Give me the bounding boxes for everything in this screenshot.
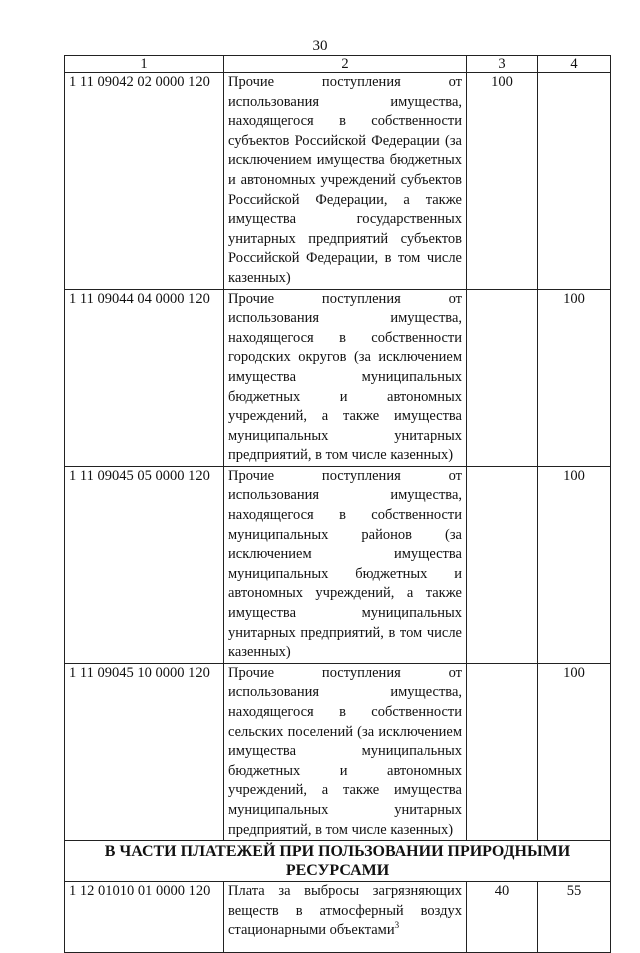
table-row xyxy=(65,882,611,953)
description-text: Плата за выбросы загрязняющих веществ в атмосферный воздух стационарными объектами xyxy=(228,883,462,939)
table-header-row xyxy=(65,56,611,73)
description-cell: Прочие поступления от использования имущества, находящегося в собственности сельских поселений (за исключением имущества муниципальных бюджетных и автономных учреждений, а также имущества муниципальных унитарных предприятий, в том числе казенных) xyxy=(224,663,467,840)
col3-value-cell: 100 xyxy=(467,73,538,290)
description-cell: Прочие поступления от использования имущества, находящегося в собственности городских округов (за исключением имущества муниципальных бюджетных и автономных учреждений, а также имущества муниципальных унитарных предприятий, в том числе казенных) xyxy=(224,289,467,466)
col4-value-cell: 100 xyxy=(538,663,611,840)
col4-value-cell: 100 xyxy=(538,289,611,466)
footnote-marker: 3 xyxy=(394,920,400,931)
column-header-3: 3 xyxy=(467,56,538,73)
budget-code-cell: 1 12 01010 01 0000 120 xyxy=(65,882,224,953)
table-row xyxy=(65,73,611,290)
col4-value-cell: 100 xyxy=(538,466,611,663)
column-header-2: 2 xyxy=(224,56,467,73)
col4-value-cell: 55 xyxy=(538,882,611,953)
page-number: 30 xyxy=(312,38,328,54)
col3-value-cell xyxy=(467,466,538,663)
budget-code-cell: 1 11 09045 10 0000 120 xyxy=(65,663,224,840)
revenue-table xyxy=(64,55,611,953)
section-heading: В ЧАСТИ ПЛАТЕЖЕЙ ПРИ ПОЛЬЗОВАНИИ ПРИРОДНЫМИ РЕСУРСАМИ xyxy=(65,841,611,882)
budget-code-cell: 1 11 09045 05 0000 120 xyxy=(65,466,224,663)
description-cell xyxy=(224,882,467,953)
table-row xyxy=(65,289,611,466)
col3-value-cell: 40 xyxy=(467,882,538,953)
budget-code-cell: 1 11 09042 02 0000 120 xyxy=(65,73,224,290)
col3-value-cell xyxy=(467,663,538,840)
budget-code-cell: 1 11 09044 04 0000 120 xyxy=(65,289,224,466)
col4-value-cell xyxy=(538,73,611,290)
section-heading-row xyxy=(65,841,611,882)
table-row xyxy=(65,663,611,840)
description-cell: Прочие поступления от использования имущества, находящегося в собственности субъектов Российской Федерации (за исключением имущества бюджетных и автономных учреждений субъектов Российской Федерации, а также имущества государственных унитарных предприятий субъектов Российской Федерации, в том числе казенных) xyxy=(224,73,467,290)
column-header-1: 1 xyxy=(65,56,224,73)
column-header-4: 4 xyxy=(538,56,611,73)
description-cell: Прочие поступления от использования имущества, находящегося в собственности муниципальных районов (за исключением имущества муниципальных бюджетных и автономных учреждений, а также имущества муниципальных унитарных предприятий, в том числе казенных) xyxy=(224,466,467,663)
col3-value-cell xyxy=(467,289,538,466)
table-row xyxy=(65,466,611,663)
